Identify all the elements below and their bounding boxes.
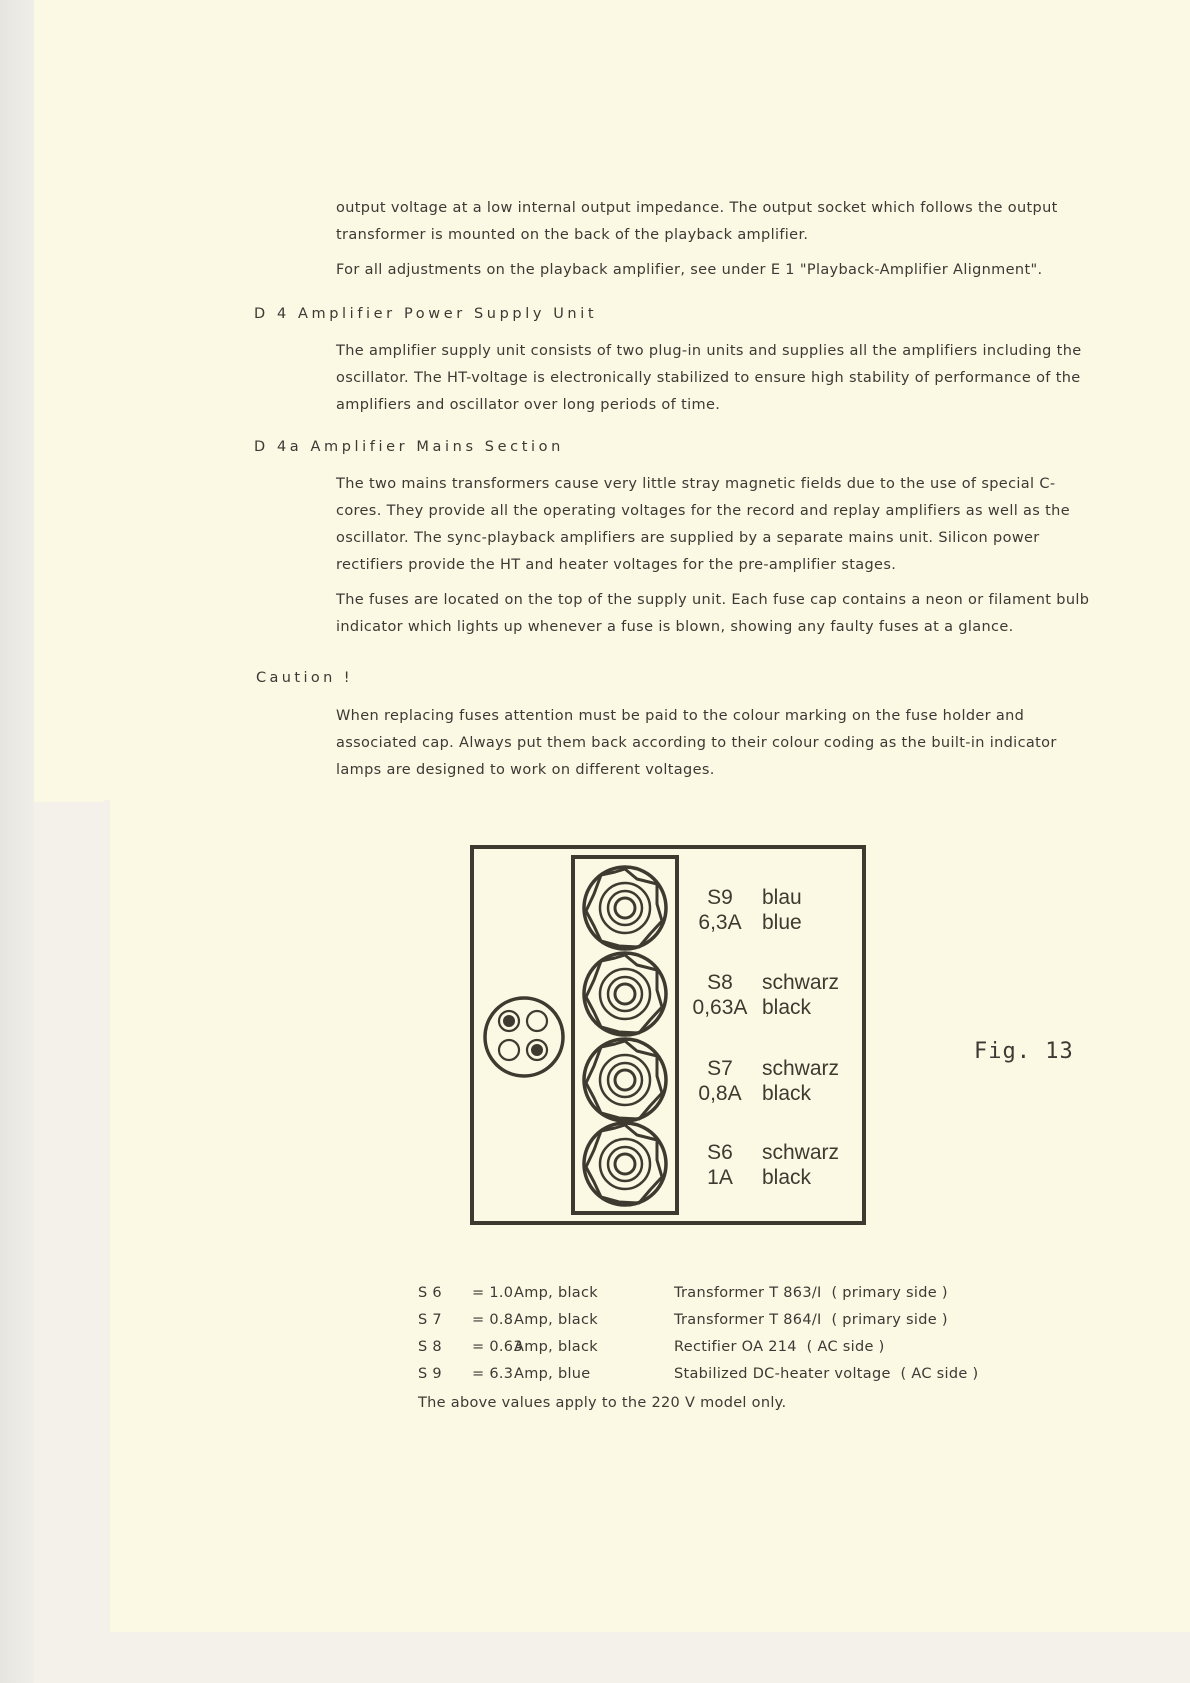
fuse-s6-rating: 1A bbox=[707, 1166, 733, 1189]
fuse-id: S 7 bbox=[418, 1312, 442, 1328]
fuse-id: S 6 bbox=[418, 1285, 442, 1301]
fuse-s7-colour-de: schwarz bbox=[762, 1057, 840, 1080]
fuse-s8-colour-de: schwarz bbox=[762, 971, 840, 994]
fuse-s6-cap-icon bbox=[584, 1123, 666, 1205]
fuse-component: Stabilized DC-heater voltage ( AC side ) bbox=[674, 1366, 979, 1382]
fuse-s9-rating: 6,3A bbox=[698, 911, 742, 934]
fuse-s8-colour-en: black bbox=[762, 996, 812, 1019]
fuse-id: S 8 bbox=[418, 1339, 442, 1355]
fuse-s6-id: S6 bbox=[707, 1141, 733, 1164]
fuse-value: = 6.3 bbox=[472, 1366, 514, 1382]
paragraph-caution: When replacing fuses attention must be paid to the colour marking on the fuse holder and associated cap. Always put them back according to their colour coding as the built-in indicator lamps are designed to work on different voltages. bbox=[336, 708, 1057, 778]
fuse-s6-colour-de: schwarz bbox=[762, 1141, 840, 1164]
model-note: The above values apply to the 220 V model only. bbox=[418, 1395, 787, 1411]
fuse-value: = 0.8 bbox=[472, 1312, 514, 1328]
fuse-spec: Amp, black bbox=[514, 1339, 598, 1355]
fuse-id: S 9 bbox=[418, 1366, 442, 1382]
fuse-spec: Amp, blue bbox=[514, 1366, 591, 1382]
paragraph-fuses-location: The fuses are located on the top of the supply unit. Each fuse cap contains a neon or filament bulb indicator which lights up whenever a fuse is blown, showing any faulty fuses at a glance. bbox=[336, 592, 1090, 635]
fuse-s7-colour-en: black bbox=[762, 1082, 812, 1105]
paragraph-adjustments: For all adjustments on the playback amplifier, see under E 1 "Playback-Amplifier Alignment". bbox=[336, 262, 1043, 278]
heading-d4a: D 4a Amplifier Mains Section bbox=[254, 439, 564, 455]
heading-d4: D 4 Amplifier Power Supply Unit bbox=[254, 306, 598, 322]
fuse-s8-cap-icon bbox=[584, 953, 666, 1035]
fuse-value: = 1.0 bbox=[472, 1285, 514, 1301]
paragraph-mains-transformers: The two mains transformers cause very little stray magnetic fields due to the use of special C-cores. They provide all the operating voltages for the record and replay amplifiers as well as the oscillator. The sync-playback amplifiers are supplied by a separate mains unit. Silicon power rectifiers provide the HT and heater voltages for the pre-amplifier stages. bbox=[336, 476, 1070, 573]
fuse-s9-id: S9 bbox=[707, 886, 733, 909]
fuse-spec: Amp, black bbox=[514, 1312, 598, 1328]
fuse-s8-id: S8 bbox=[707, 971, 733, 994]
paragraph-output-voltage: output voltage at a low internal output impedance. The output socket which follows the output transformer is mounted on the back of the playback amplifier. bbox=[336, 200, 1058, 243]
fuse-s7-rating: 0,8A bbox=[698, 1082, 742, 1105]
connector-socket-icon bbox=[485, 998, 563, 1076]
paragraph-supply-unit: The amplifier supply unit consists of two plug-in units and supplies all the amplifiers including the oscillator. The HT-voltage is electronically stabilized to ensure high stability of performance of the amplifiers and oscillator over long periods of time. bbox=[336, 343, 1082, 413]
fuse-spec: Amp, black bbox=[514, 1285, 598, 1301]
fuse-s9-cap-icon bbox=[584, 867, 666, 949]
fuse-panel-drawing bbox=[470, 845, 866, 1225]
fuse-component: Transformer T 864/I ( primary side ) bbox=[674, 1312, 948, 1328]
fuse-s9-colour-en: blue bbox=[762, 911, 802, 934]
fuse-value: = 0.63 bbox=[472, 1339, 523, 1355]
fuse-panel-figure bbox=[470, 845, 866, 1225]
fuse-s8-rating: 0,63A bbox=[692, 996, 748, 1019]
fuse-component: Rectifier OA 214 ( AC side ) bbox=[674, 1339, 885, 1355]
figure-label: Fig. 13 bbox=[974, 1039, 1074, 1064]
fuse-component: Transformer T 863/I ( primary side ) bbox=[674, 1285, 948, 1301]
caution-heading: Caution ! bbox=[256, 670, 353, 686]
fuse-s9-colour-de: blau bbox=[762, 886, 802, 909]
fuse-s7-cap-icon bbox=[584, 1039, 666, 1121]
fuse-s7-id: S7 bbox=[707, 1057, 733, 1080]
fuse-s6-colour-en: black bbox=[762, 1166, 812, 1189]
